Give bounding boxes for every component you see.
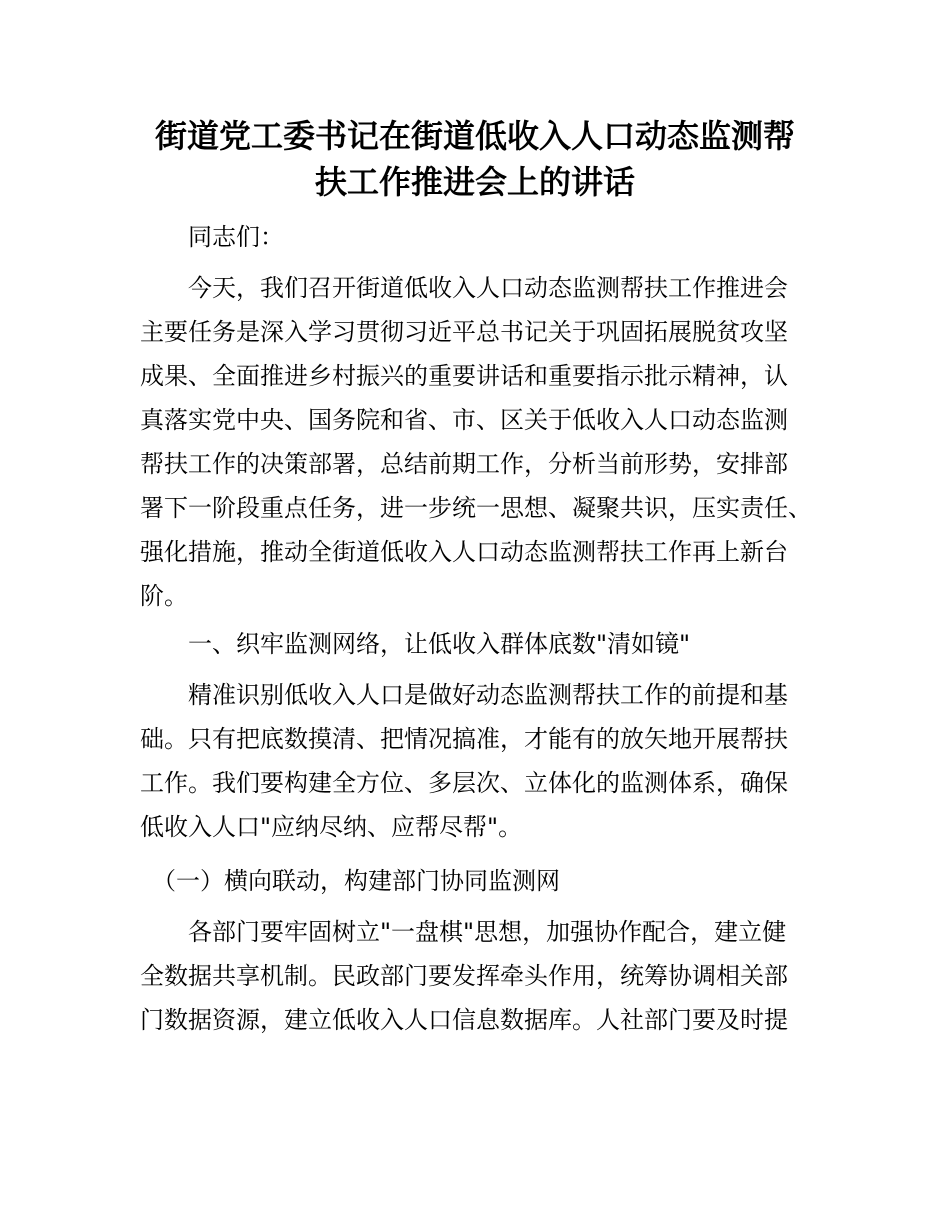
paragraph-line: 今天，我们召开街道低收入人口动态监测帮扶工作推进会	[140, 274, 788, 302]
paragraph-line: 成果、全面推进乡村振兴的重要讲话和重要指示批示精神，认	[140, 362, 788, 390]
paragraph-line: 精准识别低收入人口是做好动态监测帮扶工作的前提和基	[140, 681, 788, 709]
paragraph-line: 各部门要牢固树立"一盘棋"思想，加强协作配合，建立健	[140, 918, 787, 946]
salutation: 同志们：	[140, 223, 284, 251]
paragraph-line: 础。只有把底数摸清、把情况搞准，才能有的放矢地开展帮扶	[140, 725, 788, 753]
paragraph-line: 低收入人口"应纳尽纳、应帮尽帮"。	[140, 813, 523, 841]
paragraph-line: 署下一阶段重点任务，进一步统一思想、凝聚共识，压实责任、	[140, 494, 812, 522]
paragraph-line: 主要任务是深入学习贯彻习近平总书记关于巩固拓展脱贫攻坚	[140, 318, 788, 346]
paragraph-line: 门数据资源，建立低收入人口信息数据库。人社部门要及时提	[140, 1006, 788, 1034]
document-title-line-1: 街道党工委书记在街道低收入人口动态监测帮	[154, 117, 795, 155]
paragraph-line: 帮扶工作的决策部署，总结前期工作，分析当前形势，安排部	[140, 450, 788, 478]
subsection-heading: （一）横向联动，构建部门协同监测网	[140, 867, 560, 895]
paragraph-line: 工作。我们要构建全方位、多层次、立体化的监测体系，确保	[140, 769, 788, 797]
paragraph-line: 强化措施，推动全街道低收入人口动态监测帮扶工作再上新台	[140, 538, 788, 566]
section-heading: 一、织牢监测网络，让低收入群体底数"清如镜"	[140, 630, 691, 658]
paragraph-line: 阶。	[140, 582, 188, 610]
paragraph-line: 真落实党中央、国务院和省、市、区关于低收入人口动态监测	[140, 406, 788, 434]
paragraph-line: 全数据共享机制。民政部门要发挥牵头作用，统筹协调相关部	[140, 962, 788, 990]
document-title-line-2: 扶工作推进会上的讲话	[314, 163, 635, 201]
